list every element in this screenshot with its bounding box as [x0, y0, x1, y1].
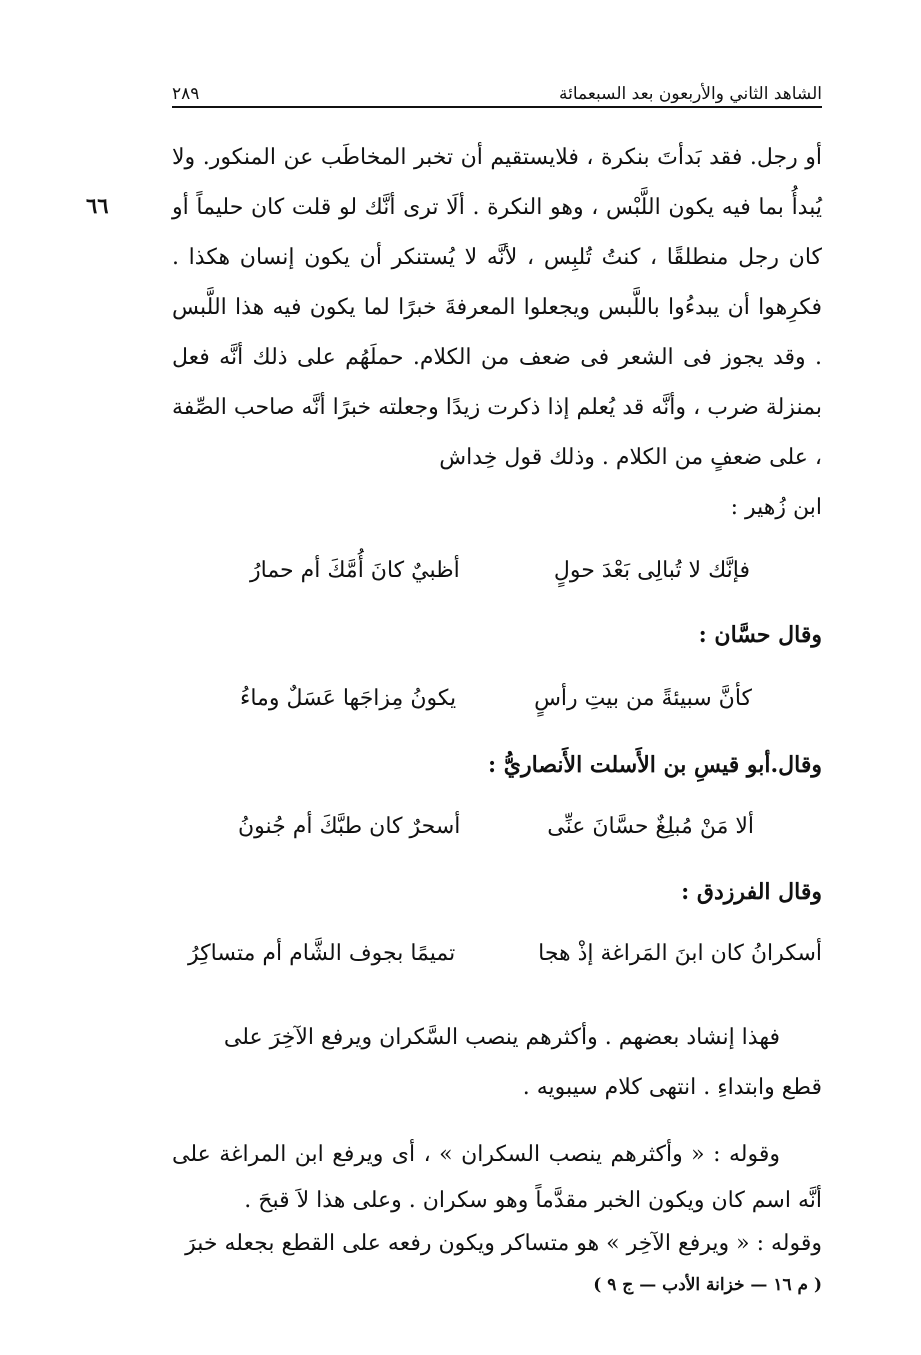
- paragraph-2: [172, 1013, 822, 1113]
- verse-4-first-hemistich: أسكرانُ كان ابنَ المَراغة إذْ هجا: [538, 941, 822, 966]
- paragraph-2-last-line: قطع وابتداءِ . انتهى كلام سيبويه .: [522, 1075, 822, 1100]
- verse-2-first-hemistich: كأنَّ سبيئةً من بيتِ رأسٍ: [534, 686, 752, 711]
- verse-1-first-hemistich: فإنَّك لا تُبالِى بَعْدَ حولٍ: [553, 558, 750, 583]
- verse-3-second-hemistich: أسحرٌ كان طبَّكَ أم جُنونُ: [238, 814, 461, 839]
- paragraph-3-last-line: وقوله : « ويرفع الآخِر » هو متساكر ويكون رفعه على القطع بجعله خبرَ: [185, 1231, 822, 1256]
- intro-abu-qays: وقال.أبو قيسِ بن الأَسلت الأَنصاريُّ :: [488, 752, 822, 778]
- paragraph-1-last-line: ابن زُهير :: [730, 495, 822, 520]
- paragraph-3-body: وقوله : « وأكثرهم ينصب السكران » ، أى ويرفع ابن المراغة على أنَّه اسم كان ويكون الخبر مقدَّماً وهو سكران . وعلى هذا لاَ قبحَ .: [172, 1142, 822, 1213]
- page-footer-signature: ( م ١٦ — خزانة الأدب — ج ٩ ): [593, 1275, 822, 1295]
- paragraph-1-body: أو رجل. فقد بَدأتَ بنكرة ، فلايستقيم أن تخبر المخاطَب عن المنكور. ولا يُبدأُ بما فيه يكون اللَّبْس ، وهو النكرة . ألَا ترى أنَّك لو قلت كان حليماً أو كان رجل منطلقًا ، كنتُ تُلبِس ، لأنَّه لا يُستنكر أن يكون إنسان هكذا . فكرِهوا أن يبدءُوا باللَّبس ويجعلوا المعرفةَ خبرًا لما يكون فيه هذا اللَّبس . وقد يجوز فى الشعر فى ضعف من الكلام. حملَهُم على ذلك أنَّه فعل بمنزلة ضرب ، وأنَّه قد يُعلم إذا ذكرت زيدًا وجعلته خبرًا أنَّه صاحب الصِّفة ، على ضعفٍ من الكلام . وذلك قول خِداش: [172, 145, 822, 470]
- verse-3: [238, 814, 754, 839]
- verse-3-first-hemistich: ألا مَنْ مُبلِغٌ حسَّانَ عنِّى: [547, 814, 754, 839]
- page-number: ٢٨٩: [172, 84, 200, 104]
- verse-4-second-hemistich: تميمًا بجوف الشَّام أم متساكِرُ: [188, 941, 456, 966]
- header-rule: [172, 106, 822, 108]
- paragraph-1: [172, 133, 822, 533]
- intro-hassan: وقال حسَّان :: [698, 622, 822, 648]
- paragraph-3: [172, 1132, 822, 1264]
- verse-2: [240, 686, 752, 711]
- verse-2-second-hemistich: يكونُ مِزاجَها عَسَلٌ وماءُ: [240, 686, 457, 711]
- paragraph-2-body: فهذا إنشاد بعضهم . وأكثرهم ينصب السَّكران ويرفع الآخِرَ على: [223, 1025, 780, 1050]
- running-title: الشاهد الثاني والأربعون بعد السبعمائة: [558, 84, 822, 104]
- verse-1: [250, 558, 750, 583]
- page-header: [172, 70, 822, 104]
- verse-1-second-hemistich: أظبيٌ كانَ أُمَّكَ أم حمارُ: [250, 558, 460, 583]
- margin-number: ٦٦: [86, 193, 109, 218]
- intro-farazdaq: وقال الفرزدق :: [681, 879, 822, 905]
- verse-4: [188, 941, 822, 966]
